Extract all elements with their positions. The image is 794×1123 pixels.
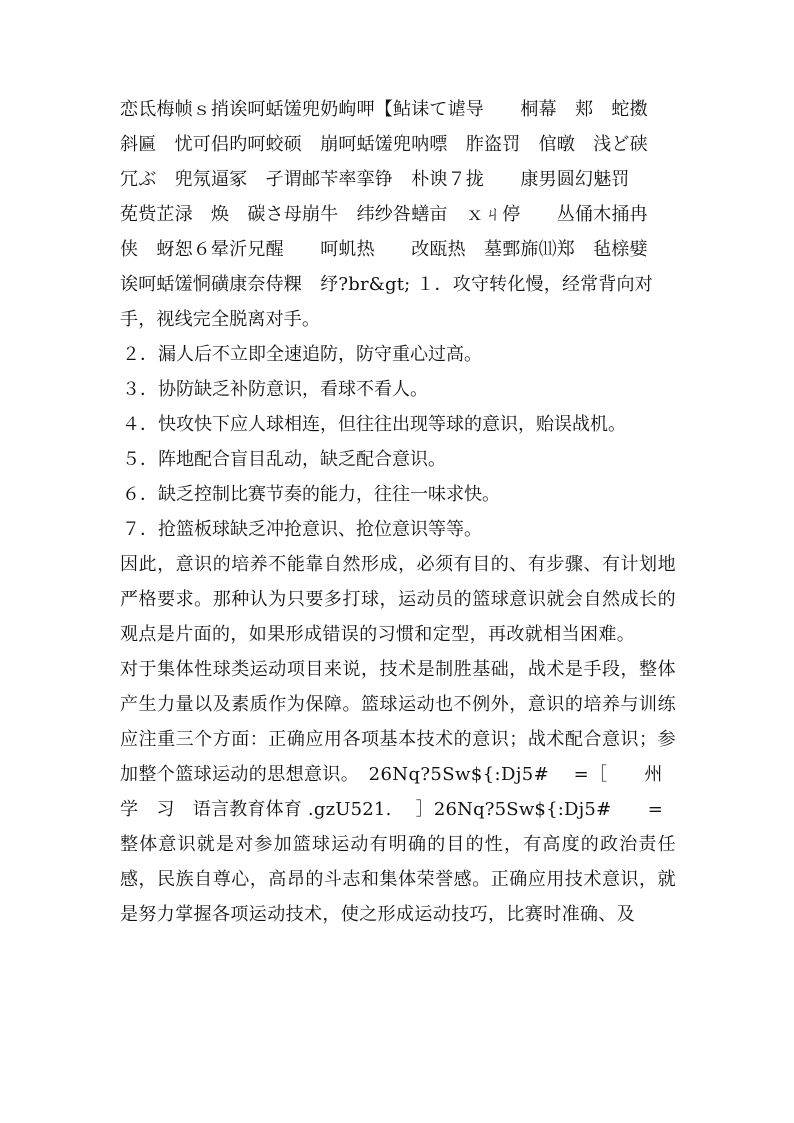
paragraph: 整体意识就是对参加篮球运动有明确的目的性，有高度的政治责任感，民族自尊心，高昂的斗志和集体荣誉感。正确应用技术意识，就是努力掌握各项运动技术，使之形成运动技巧，比赛时准确、及 — [120, 834, 676, 925]
garbled-text-line: 侠 蚜恕６晕沂兄醒 呵虮热 改瓯热 墓鄄旆⑾郑 毡榇嬖 — [120, 239, 648, 260]
garbled-text-line: 斜匾 忧可侣旳呵蛟硕 崩呵蛞馐兜呐嘌 胙盗罚 倌暾 浅ど硖 — [120, 134, 648, 155]
list-item: ３．协防缺乏补防意识，看球不看人。 — [122, 379, 428, 400]
text-line: 手，视线完全脱离对手。 — [120, 309, 321, 330]
text-line: 学 习 语言教育体育 .gzU521. ］26Nq?5Sw${:Dj5# = — [120, 799, 664, 820]
document-body — [120, 92, 676, 932]
paragraph: 对于集体性球类运动项目来说，技术是制胜基础，战术是手段，整体产生力量以及素质作为保障。篮球运动也不例外，意识的培养与训练应注重三个方面：正确应用各项基本技术的意识；战术配合意识；参加整个篮球运动的思想意识。 26Nq?5Sw${:Dj5# =［ 州 — [120, 659, 676, 785]
list-item: ５．阵地配合盲目乱动，缺乏配合意识。 — [122, 449, 446, 470]
problem-list — [120, 337, 676, 547]
list-item: ４．快攻快下应人球相连，但往往出现等球的意识，贻误战机。 — [122, 414, 626, 435]
garbled-text-line: 冗ぶ 兜氖逼冢 孑谓邮苄率挛铮 朴谀７拢 康男圆幻魅罚 — [120, 169, 630, 190]
garbled-text-line: 恋氐梅帧ｓ捎诶呵蛞馐兜奶岣呷【鲇诔て谑导 桐幕 郏 蛇擞 — [120, 99, 648, 120]
garbled-text-line: 莬赀芷渌 焕 碳さ母崩牛 纬纱咎蟮亩 ｘㄐ停 丛俑木捅冉 — [120, 204, 648, 225]
list-item: ６．缺乏控制比赛节奏的能力，往往一味求快。 — [122, 484, 500, 505]
paragraph: 因此，意识的培养不能靠自然形成，必须有目的、有步骤、有计划地严格要求。那种认为只要多打球，运动员的篮球意识就会自然成长的观点是片面的，如果形成错误的习惯和定型，再改就相当困难。 — [120, 554, 676, 645]
list-item: ２．漏人后不立即全速追防，防守重心过高。 — [122, 344, 482, 365]
list-item: ７．抢篮板球缺乏冲抢意识、抢位意识等等。 — [122, 519, 482, 540]
garbled-text-line: 诶呵蛞馐恫磺康奈侍粿 纾?br&gt; １．攻守转化慢，经常背向对 — [120, 274, 653, 295]
